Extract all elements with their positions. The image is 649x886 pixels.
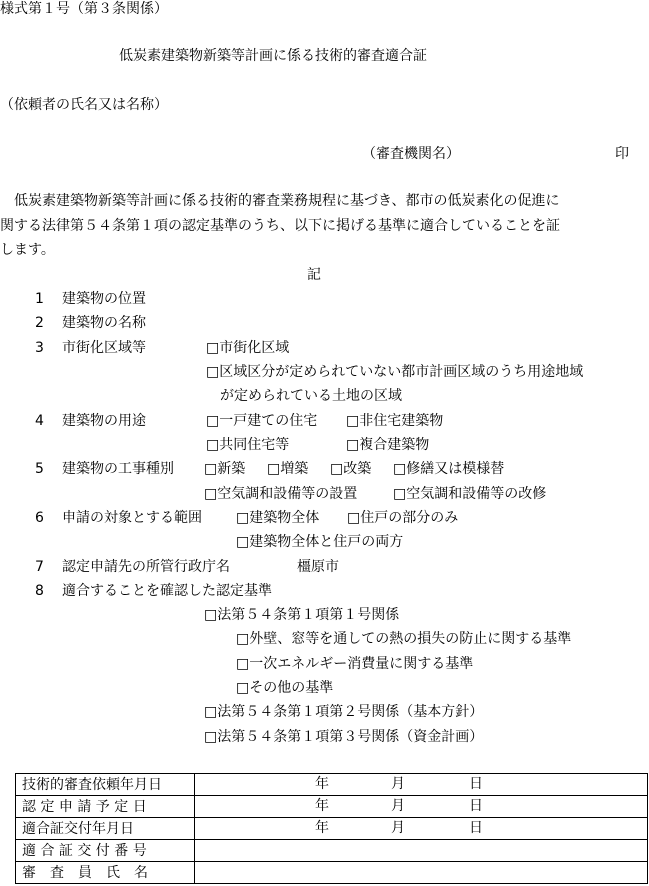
checkbox-icon[interactable] [206,413,219,429]
item-label-location: 建築物の位置 [62,291,146,307]
checkbox-building-and-units[interactable]: □ 建築物全体と住戸の両方 [236,535,403,549]
item-label-name: 建築物の名称 [62,315,146,331]
ki-heading: 記 [307,267,321,283]
request-date-field[interactable]: 年 月 日 [195,774,648,796]
checkbox-use-district[interactable]: □ 区域区分が定められていない都市計画区域のうち用途地域 [206,365,583,379]
item-number: 4 [35,413,44,429]
checkbox-detached-house[interactable]: □ 一戸建ての住宅 [206,414,317,428]
checkbox-apartment[interactable]: □ 共同住宅等 [206,438,289,452]
checkbox-icon[interactable] [206,437,219,453]
table-row [16,840,648,862]
checkbox-mixed-use[interactable]: □ 複合建築物 [346,438,429,452]
checkbox-hvac-install[interactable]: □ 空気調和設備等の設置 [204,487,357,501]
checkbox-criteria-item2[interactable]: □ 法第５４条第１項第２号関係（基本方針） [204,705,483,719]
checkbox-other-criteria[interactable]: □ その他の基準 [236,681,333,695]
checkbox-icon[interactable] [393,461,406,477]
checkbox-thermal-loss[interactable]: □ 外壁、窓等を通しての熱の損失の防止に関する基準 [236,632,571,646]
checkbox-icon[interactable] [236,534,249,550]
table-row [16,774,648,796]
item-number: 5 [35,461,44,477]
body-line-2: 関する法律第５４条第１項の認定基準のうち、以下に掲げる基準に適合していることを証 [0,218,560,234]
checkbox-repair[interactable]: □ 修繕又は模様替 [393,462,504,476]
table-row [16,818,648,840]
item-number: 7 [35,559,44,575]
page-title: 低炭素建築物新築等計画に係る技術的審査適合証 [119,48,427,64]
checkbox-icon[interactable] [236,631,249,647]
use-district-continuation: が定められている土地の区域 [220,388,402,404]
row-label-request-date: 技術的審査依頼年月日 [16,774,195,796]
checkbox-icon[interactable] [204,461,217,477]
planned-application-date-field[interactable]: 年 月 日 [195,796,648,818]
checkbox-criteria-item1[interactable]: □ 法第５４条第１項第１号関係 [204,608,399,622]
checkbox-reconstruction[interactable]: □ 改築 [330,462,371,476]
checkbox-whole-building[interactable]: □ 建築物全体 [236,511,319,525]
seal-mark: 印 [615,146,629,162]
issue-date-field[interactable]: 年 月 日 [195,818,648,840]
checkbox-icon[interactable] [267,461,280,477]
checkbox-icon[interactable] [236,680,249,696]
checkbox-icon[interactable] [393,486,406,502]
item-number: 1 [35,291,44,307]
checkbox-non-residential[interactable]: □ 非住宅建築物 [346,414,443,428]
requester-name: （依頼者の氏名又は名称） [0,97,168,113]
checkbox-icon[interactable] [347,510,360,526]
checkbox-icon[interactable] [206,364,219,380]
item-label-authority: 認定申請先の所管行政庁名 [62,559,230,575]
checkbox-new-build[interactable]: □ 新築 [204,462,245,476]
checkbox-icon[interactable] [346,437,359,453]
item-number: 8 [35,583,44,599]
item-label-use: 建築物の用途 [62,413,146,429]
row-label-examiner-name: 審 査 員 氏 名 [16,862,195,884]
checkbox-icon[interactable] [236,510,249,526]
item-label-construction-type: 建築物の工事種別 [62,461,174,477]
row-label-issue-number: 適 合 証 交 付 番 号 [16,840,195,862]
examiner-name-field[interactable] [195,862,648,884]
checkbox-units-only[interactable]: □ 住戸の部分のみ [347,511,458,525]
checkbox-icon[interactable] [204,607,217,623]
item-label-urban-area: 市街化区域等 [62,340,146,356]
item-label-scope: 申請の対象とする範囲 [62,510,202,526]
body-line-3: します。 [0,242,55,258]
checkbox-criteria-item3[interactable]: □ 法第５４条第１項第３号関係（資金計画） [204,730,483,744]
checkbox-icon[interactable] [236,656,249,672]
checkbox-icon[interactable] [330,461,343,477]
table-row [16,796,648,818]
item-label-criteria: 適合することを確認した認定基準 [62,583,272,599]
table-row [16,862,648,884]
row-label-planned-application-date: 認 定 申 請 予 定 日 [16,796,195,818]
body-line-1: 低炭素建築物新築等計画に係る技術的審査業務規程に基づき、都市の低炭素化の促進に [0,193,560,209]
issue-number-field[interactable] [195,840,648,862]
checkbox-icon[interactable] [204,729,217,745]
form-number: 様式第１号（第３条関係） [0,1,168,17]
checkbox-urbanization-area[interactable]: □ 市街化区域 [206,341,289,355]
checkbox-primary-energy[interactable]: □ 一次エネルギー消費量に関する基準 [236,657,473,671]
checkbox-icon[interactable] [206,340,219,356]
agency-name: （審査機関名） [362,146,460,162]
checkbox-hvac-renovation[interactable]: □ 空気調和設備等の改修 [393,487,546,501]
checkbox-extension[interactable]: □ 増築 [267,462,308,476]
row-label-issue-date: 適合証交付年月日 [16,818,195,840]
item-number: 6 [35,510,44,526]
checkbox-icon[interactable] [346,413,359,429]
item-number: 3 [35,340,44,356]
authority-value: 橿原市 [297,559,339,575]
item-number: 2 [35,315,44,331]
checkbox-icon[interactable] [204,704,217,720]
certificate-info-table [15,773,648,884]
checkbox-icon[interactable] [204,486,217,502]
